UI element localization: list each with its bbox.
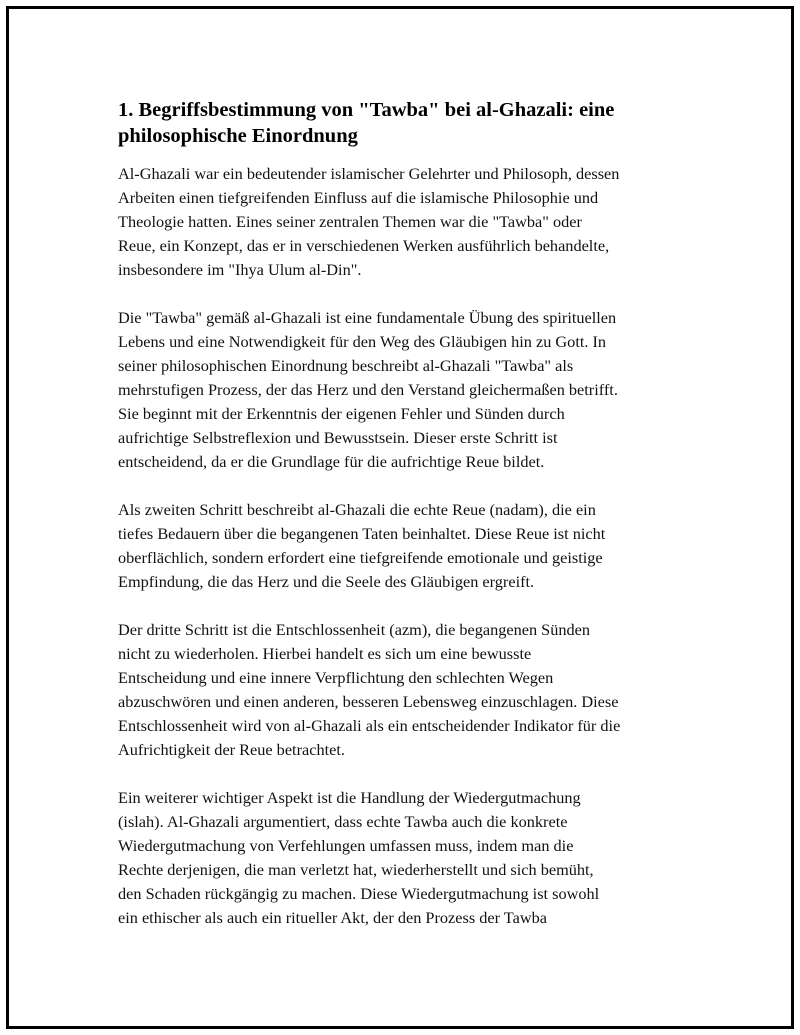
paragraph-3: [118, 498, 696, 594]
text-line: Sie beginnt mit der Erkenntnis der eigenen Fehler und Sünden durch: [118, 404, 565, 423]
text-line: Ein weiterer wichtiger Aspekt ist die Handlung der Wiedergutmachung: [118, 788, 581, 807]
text-line: Al-Ghazali war ein bedeutender islamischer Gelehrter und Philosoph, dessen: [118, 164, 620, 183]
text-line: (islah). Al-Ghazali argumentiert, dass echte Tawba auch die konkrete: [118, 812, 568, 831]
paragraph-5: [118, 786, 696, 930]
text-line: Arbeiten einen tiefgreifenden Einfluss auf die islamische Philosophie und: [118, 188, 599, 207]
text-line: Lebens und eine Notwendigkeit für den Weg des Gläubigen hin zu Gott. In: [118, 332, 607, 351]
text-line: Empfindung, die das Herz und die Seele des Gläubigen ergreift.: [118, 572, 535, 591]
page-frame: [6, 6, 794, 1029]
text-line: Entscheidung und eine innere Verpflichtung den schlechten Wegen: [118, 668, 554, 687]
text-line: Der dritte Schritt ist die Entschlossenheit (azm), die begangenen Sünden: [118, 620, 591, 639]
heading-line: 1. Begriffsbestimmung von "Tawba" bei al-Ghazali: eine: [118, 99, 615, 121]
text-line: mehrstufigen Prozess, der das Herz und den Verstand gleichermaßen betrifft.: [118, 380, 618, 399]
text-line: abzuschwören und einen anderen, besseren Lebensweg einzuschlagen. Diese: [118, 692, 619, 711]
heading-line: philosophische Einordnung: [118, 125, 358, 147]
text-line: Als zweiten Schritt beschreibt al-Ghazali die echte Reue (nadam), die ein: [118, 500, 596, 519]
document-body: [118, 97, 696, 954]
text-line: seiner philosophischen Einordnung beschreibt al-Ghazali "Tawba" als: [118, 356, 574, 375]
text-line: Entschlossenheit wird von al-Ghazali als ein entscheidender Indikator für die: [118, 716, 621, 735]
text-line: Die "Tawba" gemäß al-Ghazali ist eine fundamentale Übung des spirituellen: [118, 308, 617, 327]
text-line: oberflächlich, sondern erfordert eine tiefgreifende emotionale und geistige: [118, 548, 603, 567]
paragraph-1: [118, 162, 696, 282]
text-line: ein ethischer als auch ein ritueller Akt, der den Prozess der Tawba: [118, 908, 547, 927]
paragraph-2: [118, 306, 696, 474]
section-heading: [118, 97, 696, 149]
text-line: Reue, ein Konzept, das er in verschiedenen Werken ausführlich behandelte,: [118, 236, 610, 255]
text-line: Rechte derjenigen, die man verletzt hat, wiederherstellt und sich bemüht,: [118, 860, 594, 879]
text-line: nicht zu wiederholen. Hierbei handelt es sich um eine bewusste: [118, 644, 532, 663]
text-line: Theologie hatten. Eines seiner zentralen Themen war die "Tawba" oder: [118, 212, 582, 231]
text-line: Wiedergutmachung von Verfehlungen umfassen muss, indem man die: [118, 836, 574, 855]
paragraph-4: [118, 618, 696, 762]
text-line: aufrichtige Selbstreflexion und Bewusstsein. Dieser erste Schritt ist: [118, 428, 558, 447]
text-line: tiefes Bedauern über die begangenen Taten beinhaltet. Diese Reue ist nicht: [118, 524, 606, 543]
text-line: insbesondere im "Ihya Ulum al-Din".: [118, 260, 362, 279]
text-line: entscheidend, da er die Grundlage für die aufrichtige Reue bildet.: [118, 452, 545, 471]
text-line: den Schaden rückgängig zu machen. Diese Wiedergutmachung ist sowohl: [118, 884, 600, 903]
text-line: Aufrichtigkeit der Reue betrachtet.: [118, 740, 345, 759]
